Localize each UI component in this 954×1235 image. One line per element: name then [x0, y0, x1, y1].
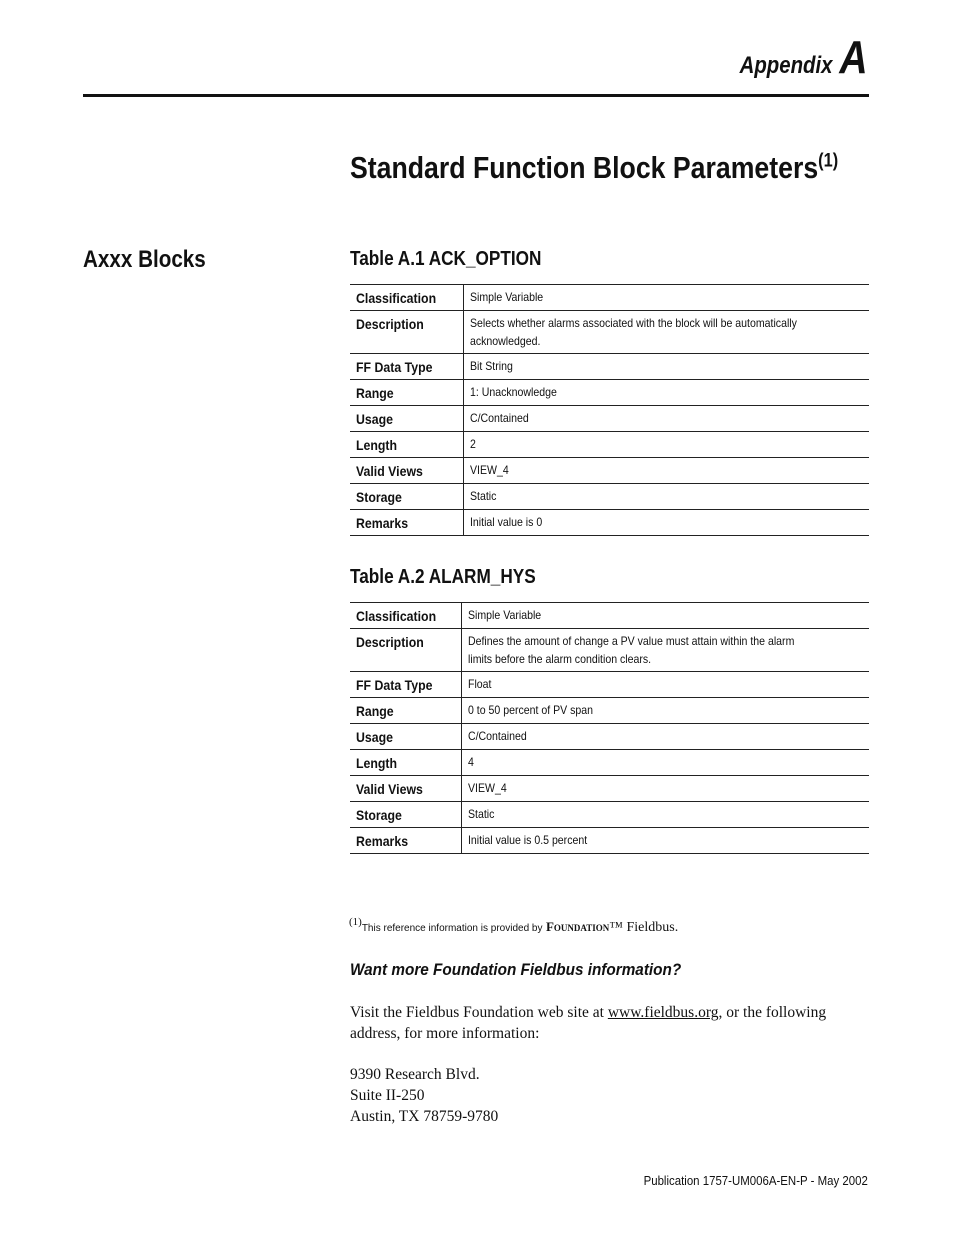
row-label: Remarks	[356, 833, 409, 849]
footnote-marker: (1)	[349, 916, 362, 928]
mailing-address	[350, 1064, 498, 1127]
row-label: Usage	[356, 411, 393, 427]
row-value: Initial value is 0.5 percent	[467, 833, 587, 847]
row-value: C/Contained	[467, 729, 527, 743]
row-value: 0 to 50 percent of PV span	[467, 703, 593, 717]
appendix-word: Appendix	[740, 52, 833, 79]
row-value: Selects whether alarms associated with the block will be automatically acknowledged.	[469, 316, 797, 348]
chapter-title	[350, 150, 838, 186]
row-value: C/Contained	[469, 411, 529, 425]
table-row	[350, 354, 869, 380]
table-row	[350, 828, 869, 854]
row-value: Simple Variable	[469, 290, 543, 304]
table-row	[350, 380, 869, 406]
table-row	[350, 776, 869, 802]
table-row	[350, 629, 869, 672]
info-heading: Want more Foundation Fieldbus information?	[350, 960, 682, 979]
row-label: Classification	[356, 290, 437, 306]
table-row	[350, 406, 869, 432]
row-value: Static	[467, 807, 494, 821]
row-label: FF Data Type	[356, 359, 433, 375]
chapter-title-text: Standard Function Block Parameters	[350, 150, 819, 185]
row-label: Storage	[356, 807, 402, 823]
row-value: 4	[467, 755, 474, 769]
row-label: Description	[356, 316, 424, 332]
row-label: Valid Views	[356, 463, 423, 479]
row-value: 1: Unacknowledge	[469, 385, 557, 399]
ack-option-table	[350, 284, 869, 536]
table-row	[350, 603, 869, 629]
address-line-city: Austin, TX 78759-9780	[350, 1108, 499, 1125]
row-value: 2	[469, 437, 476, 451]
alarm-hys-table	[350, 602, 869, 854]
row-label: Length	[356, 437, 398, 453]
row-value: VIEW_4	[469, 463, 509, 477]
row-label: Valid Views	[356, 781, 423, 797]
table-caption-ack-option: Table A.1 ACK_OPTION	[350, 248, 542, 270]
row-label: FF Data Type	[356, 677, 433, 693]
row-value: Initial value is 0	[469, 515, 542, 529]
row-label: Usage	[356, 729, 393, 745]
row-label: Range	[356, 385, 394, 401]
table-row	[350, 672, 869, 698]
fieldbus-website-link[interactable]: www.fieldbus.org	[607, 1004, 719, 1021]
address-line-street: 9390 Research Blvd.	[350, 1066, 480, 1083]
row-value: Float	[467, 677, 491, 691]
table-row	[350, 510, 869, 536]
table-row	[350, 802, 869, 828]
publication-footer: Publication 1757-UM006A-EN-P - May 2002	[643, 1173, 868, 1188]
info-paragraph	[350, 1002, 870, 1044]
table-row	[350, 750, 869, 776]
table-row	[350, 484, 869, 510]
table-row	[350, 311, 869, 354]
row-label: Description	[356, 634, 424, 650]
table-row	[350, 698, 869, 724]
row-label: Storage	[356, 489, 402, 505]
row-label: Remarks	[356, 515, 409, 531]
appendix-letter: A	[839, 31, 868, 83]
footnote-brand: Foundation	[545, 919, 610, 934]
table-row	[350, 285, 869, 311]
row-label: Range	[356, 703, 394, 719]
row-label: Classification	[356, 608, 437, 624]
table-caption-alarm-hys: Table A.2 ALARM_HYS	[350, 566, 536, 588]
header-rule	[83, 94, 869, 97]
table-row	[350, 458, 869, 484]
footnote-suffix: ™ Fieldbus.	[609, 920, 679, 935]
info-body-after: , or the following address, for more information:	[350, 1004, 827, 1042]
row-value: Defines the amount of change a PV value must attain within the alarm limits before the alarm condition clears.	[467, 634, 794, 666]
info-body-before: Visit the Fieldbus Foundation web site at	[350, 1004, 604, 1021]
row-label: Length	[356, 755, 398, 771]
appendix-heading	[740, 31, 868, 83]
footnote	[349, 916, 678, 936]
table-row	[350, 724, 869, 750]
table-row	[350, 432, 869, 458]
row-value: VIEW_4	[467, 781, 507, 795]
address-line-suite: Suite II-250	[350, 1087, 425, 1104]
footnote-text: This reference information is provided by	[361, 923, 543, 934]
section-heading: Axxx Blocks	[83, 246, 206, 273]
row-value: Bit String	[469, 359, 513, 373]
chapter-title-footnote-ref: (1)	[818, 150, 839, 172]
row-value: Static	[469, 489, 496, 503]
row-value: Simple Variable	[467, 608, 541, 622]
